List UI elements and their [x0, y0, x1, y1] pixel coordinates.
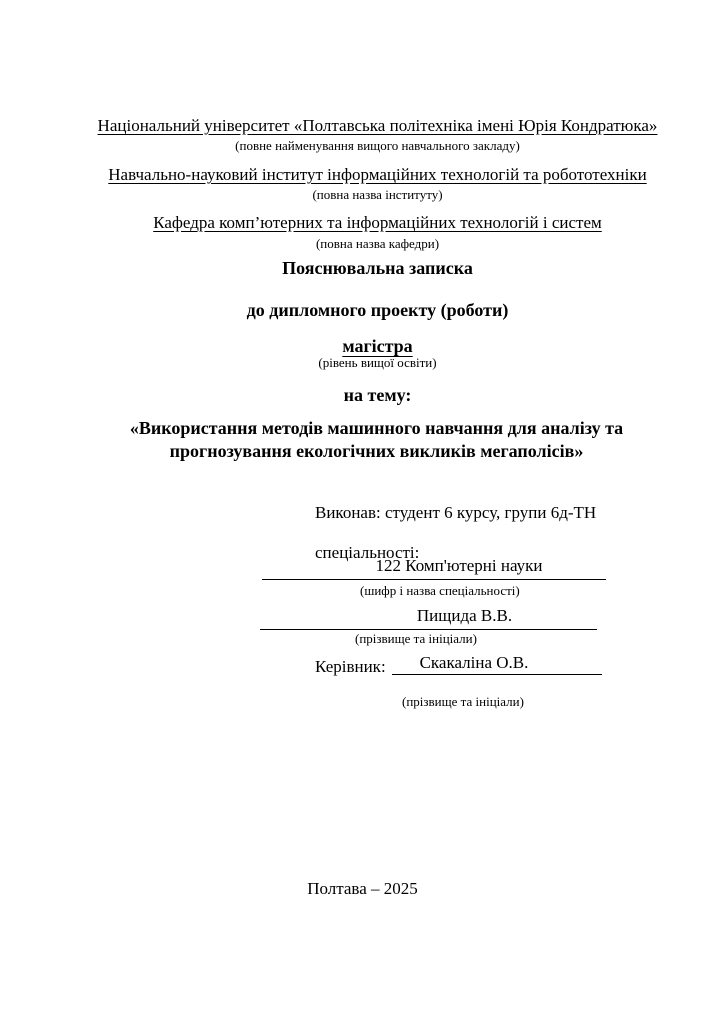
city-year: Полтава – 2025	[307, 879, 418, 898]
institute-caption: (повна назва інституту)	[312, 187, 443, 202]
department-caption: (повна назва кафедри)	[315, 236, 440, 251]
doc-subtitle: до дипломного проекту (роботи)	[246, 300, 509, 320]
specialty-label: спеціальності:	[315, 543, 420, 562]
department-name: Кафедра комп’ютерних та інформаційних технологій і систем	[153, 213, 602, 232]
topic-title: «Використання методів машинного навчання для аналізу та прогнозування екологічних викликів мегаполісів»	[129, 418, 624, 461]
supervisor-caption: (прізвище та ініціали)	[402, 694, 524, 709]
supervisor-name-line: Скакаліна О.В.	[392, 653, 602, 675]
topic-label: на тему:	[343, 385, 412, 405]
doc-title: Пояснювальна записка	[282, 258, 473, 278]
supervisor-label: Керівник:	[315, 657, 386, 676]
specialty-caption: (шифр і назва спеціальності)	[360, 583, 520, 598]
student-name-line: Пищида В.В.	[260, 606, 597, 630]
university-name: Національний університет «Полтавська політехніка імені Юрія Кондратюка»	[97, 116, 658, 135]
performed-by-line: Виконав: студент 6 курсу, групи 6д-ТН	[315, 503, 597, 522]
institute-name: Навчально-науковий інститут інформаційних технологій та робототехніки	[108, 165, 647, 184]
degree-caption: (рівень вищої освіти)	[318, 355, 437, 370]
university-caption: (повне найменування вищого навчального закладу)	[235, 138, 520, 153]
student-name-caption: (прізвище та ініціали)	[355, 631, 477, 646]
degree-level: магістра	[342, 336, 413, 356]
specialty-value-line: 122 Комп'ютерні науки	[262, 556, 606, 580]
